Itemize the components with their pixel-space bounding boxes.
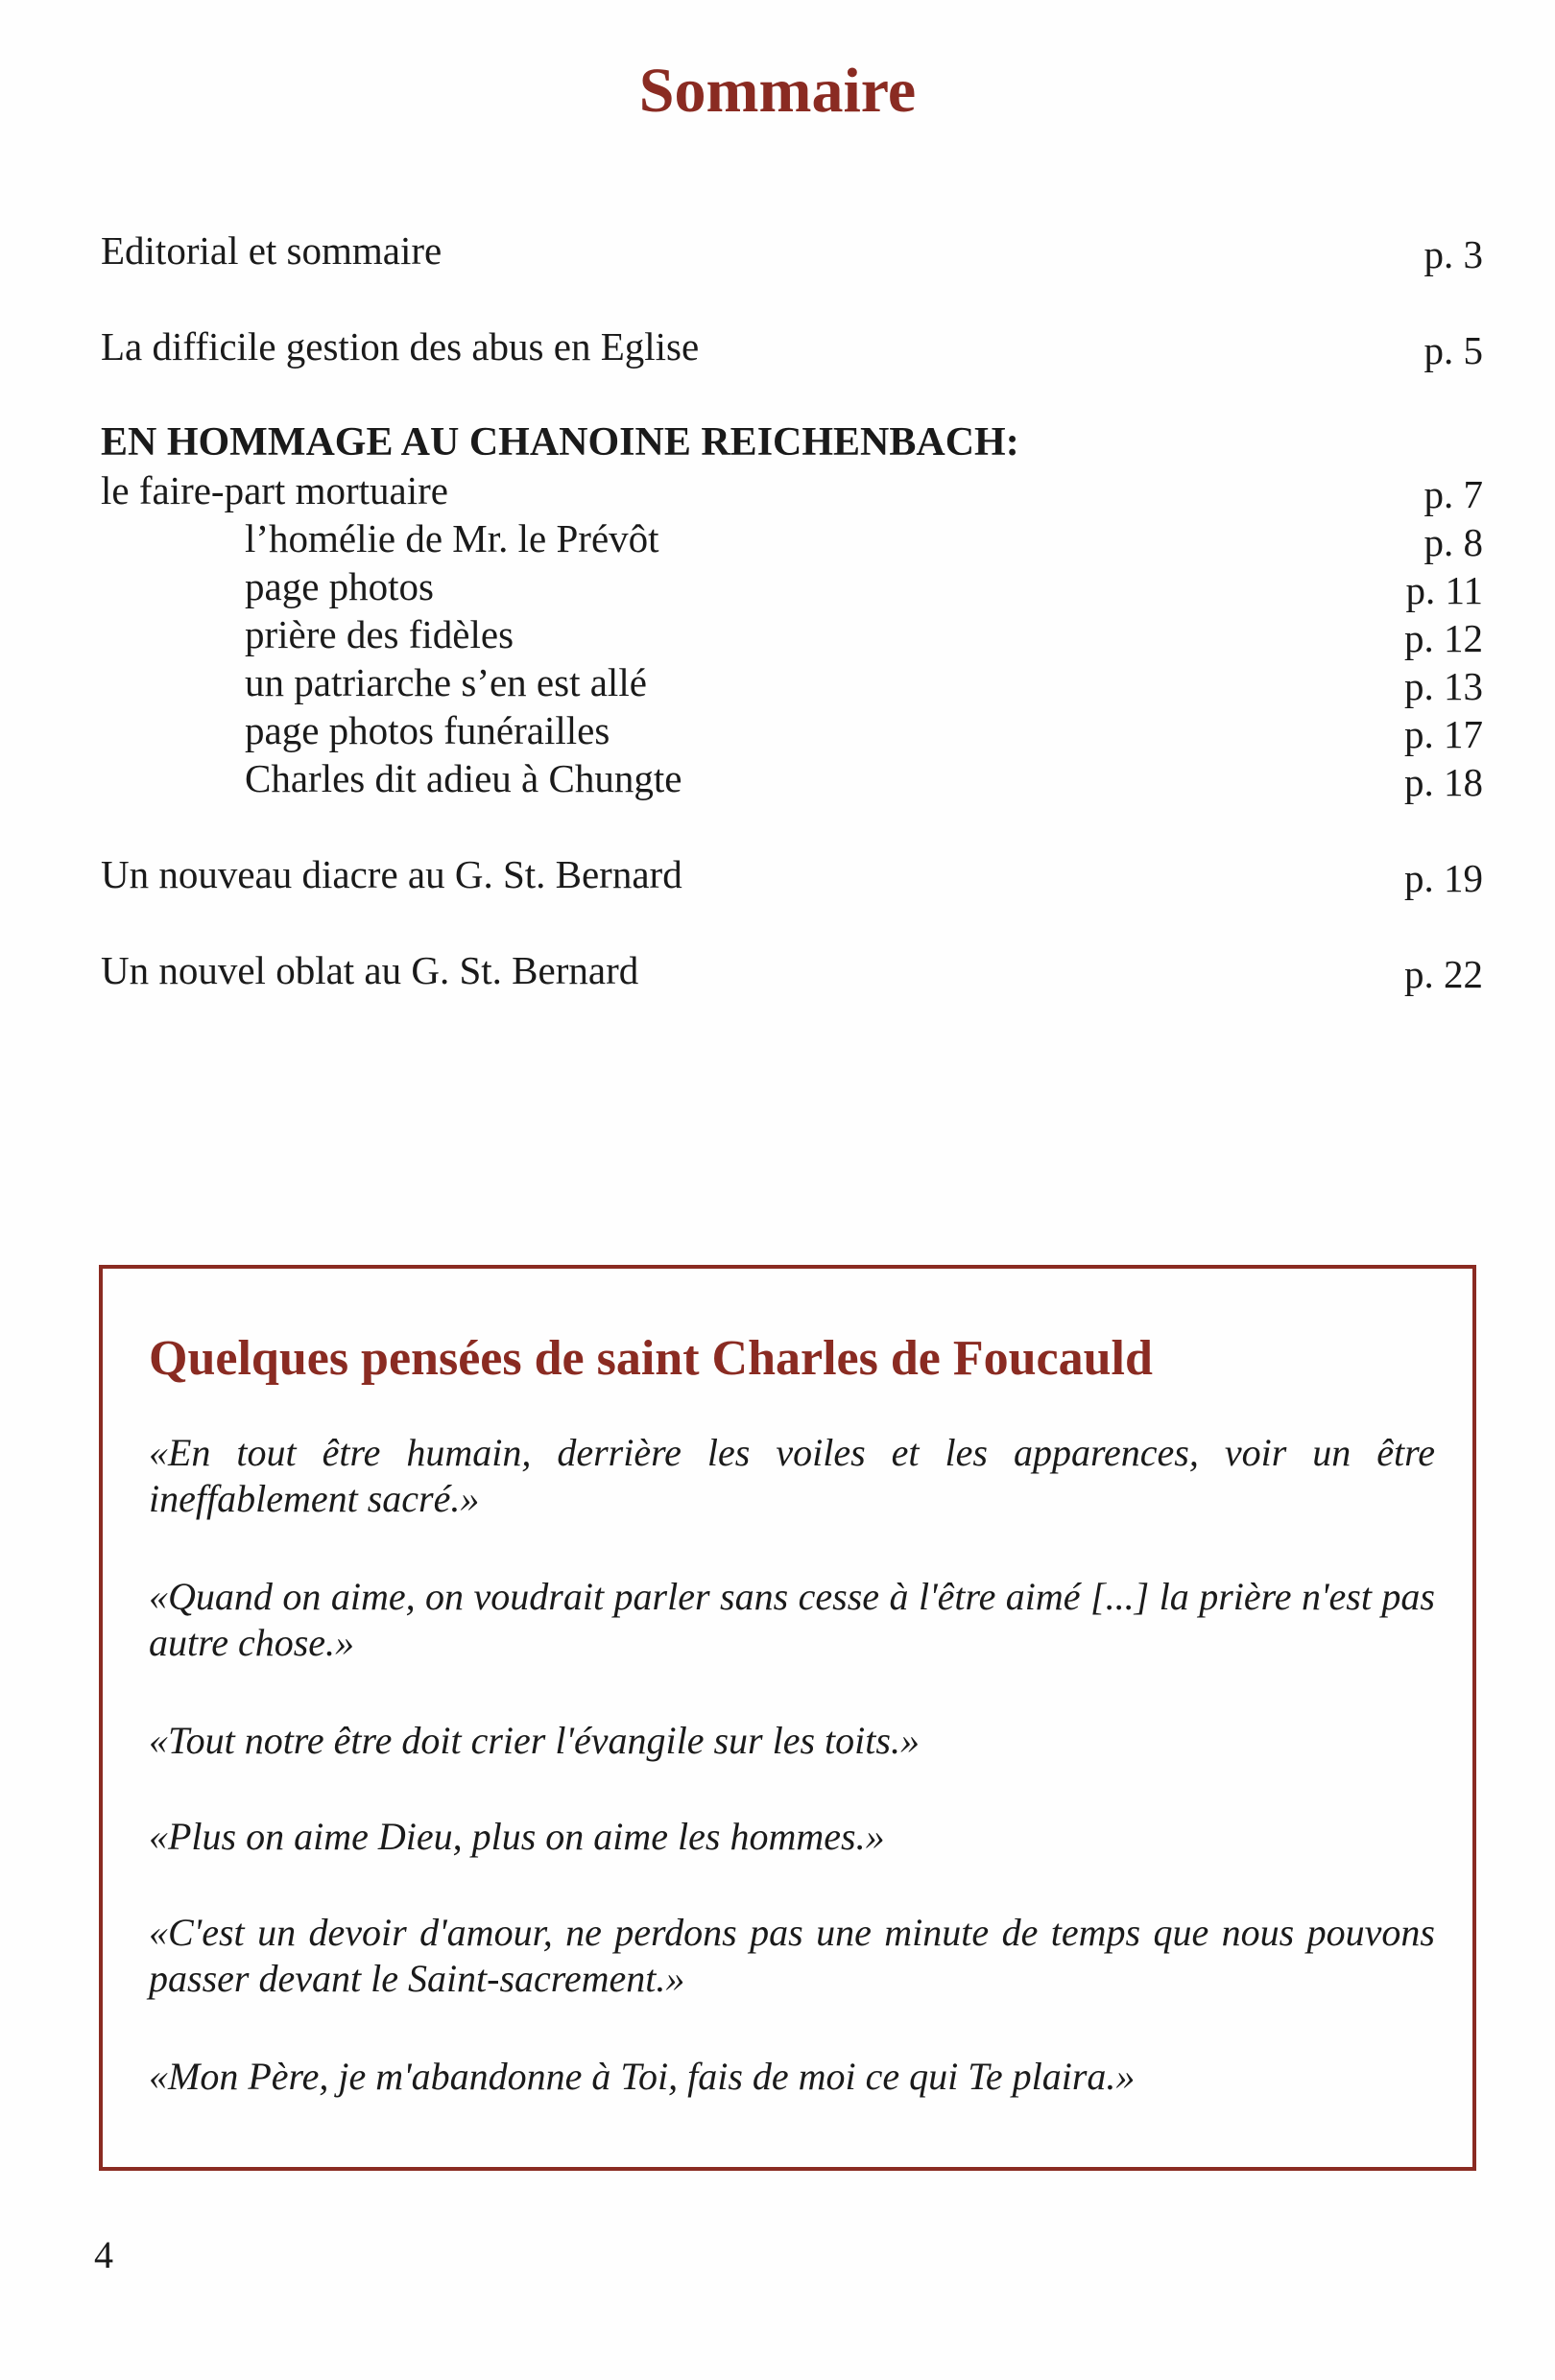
toc-entry-label: prière des fidèles (245, 612, 514, 656)
toc-entry-page: p. 11 (1405, 568, 1483, 612)
toc-entry (101, 562, 1483, 610)
quote: «C'est un devoir d'amour, ne perdons pas une minute de temps que nous pouvons passer devant le Saint-sacrement.» (149, 1911, 1435, 2000)
toc-entry-label: La difficile gestion des abus en Eglise (101, 324, 700, 369)
toc-entry-page: p. 17 (1404, 712, 1483, 756)
toc-entry-label: Charles dit adieu à Chungte (245, 756, 682, 800)
toc-entry (101, 514, 1483, 562)
toc-entry-label: page photos funérailles (245, 708, 610, 752)
toc-entry-page: p. 7 (1423, 472, 1483, 516)
toc-entry (101, 610, 1483, 658)
toc-entry (101, 322, 1483, 370)
toc-entry-page: p. 8 (1423, 520, 1483, 564)
toc-entry-label: Un nouvel oblat au G. St. Bernard (101, 948, 639, 992)
toc-entry-label: Un nouveau diacre au G. St. Bernard (101, 852, 682, 896)
toc-entry (101, 658, 1483, 706)
toc-entry-page: p. 12 (1404, 616, 1483, 660)
quote: «En tout être humain, derrière les voiles et les apparences, voir un être ineffablement sacré.» (149, 1431, 1435, 1520)
toc-entry (101, 466, 1483, 514)
toc-entry-label: un patriarche s’en est allé (245, 660, 647, 704)
quote: «Quand on aime, on voudrait parler sans cesse à l'être aimé [...] la prière n'est pas autre chose.» (149, 1575, 1435, 1664)
page-title: Sommaire (638, 56, 917, 126)
quotes-box-title: Quelques pensées de saint Charles de Foucauld (149, 1331, 1153, 1386)
quote: «Tout notre être doit crier l'évangile sur les toits.» (149, 1719, 920, 1762)
toc-entry-page: p. 5 (1423, 328, 1483, 372)
toc-entry-label: l’homélie de Mr. le Prévôt (245, 516, 659, 560)
toc-entry-page: p. 18 (1404, 760, 1483, 804)
toc-entry-page: p. 13 (1404, 664, 1483, 708)
quote: «Mon Père, je m'abandonne à Toi, fais de moi ce qui Te plaira.» (149, 2055, 1136, 2098)
toc-entry-label: page photos (245, 564, 434, 608)
toc-entry-label: Editorial et sommaire (101, 228, 443, 273)
toc-entry-page: p. 3 (1423, 232, 1483, 276)
toc-entry (101, 754, 1483, 802)
quotes-box (99, 1265, 1476, 2171)
toc-section-heading: EN HOMMAGE AU CHANOINE REICHENBACH: (101, 420, 1019, 464)
toc-entry-label: le faire-part mortuaire (101, 468, 448, 512)
toc-entry (101, 946, 1483, 994)
toc-entry-page: p. 22 (1404, 952, 1483, 996)
toc-entry (101, 226, 1483, 274)
table-of-contents (101, 226, 1483, 994)
toc-entry (101, 706, 1483, 754)
page-number: 4 (94, 2233, 113, 2276)
quote: «Plus on aime Dieu, plus on aime les hommes.» (149, 1815, 885, 1858)
toc-entry (101, 850, 1483, 898)
toc-entry-page: p. 19 (1404, 856, 1483, 900)
